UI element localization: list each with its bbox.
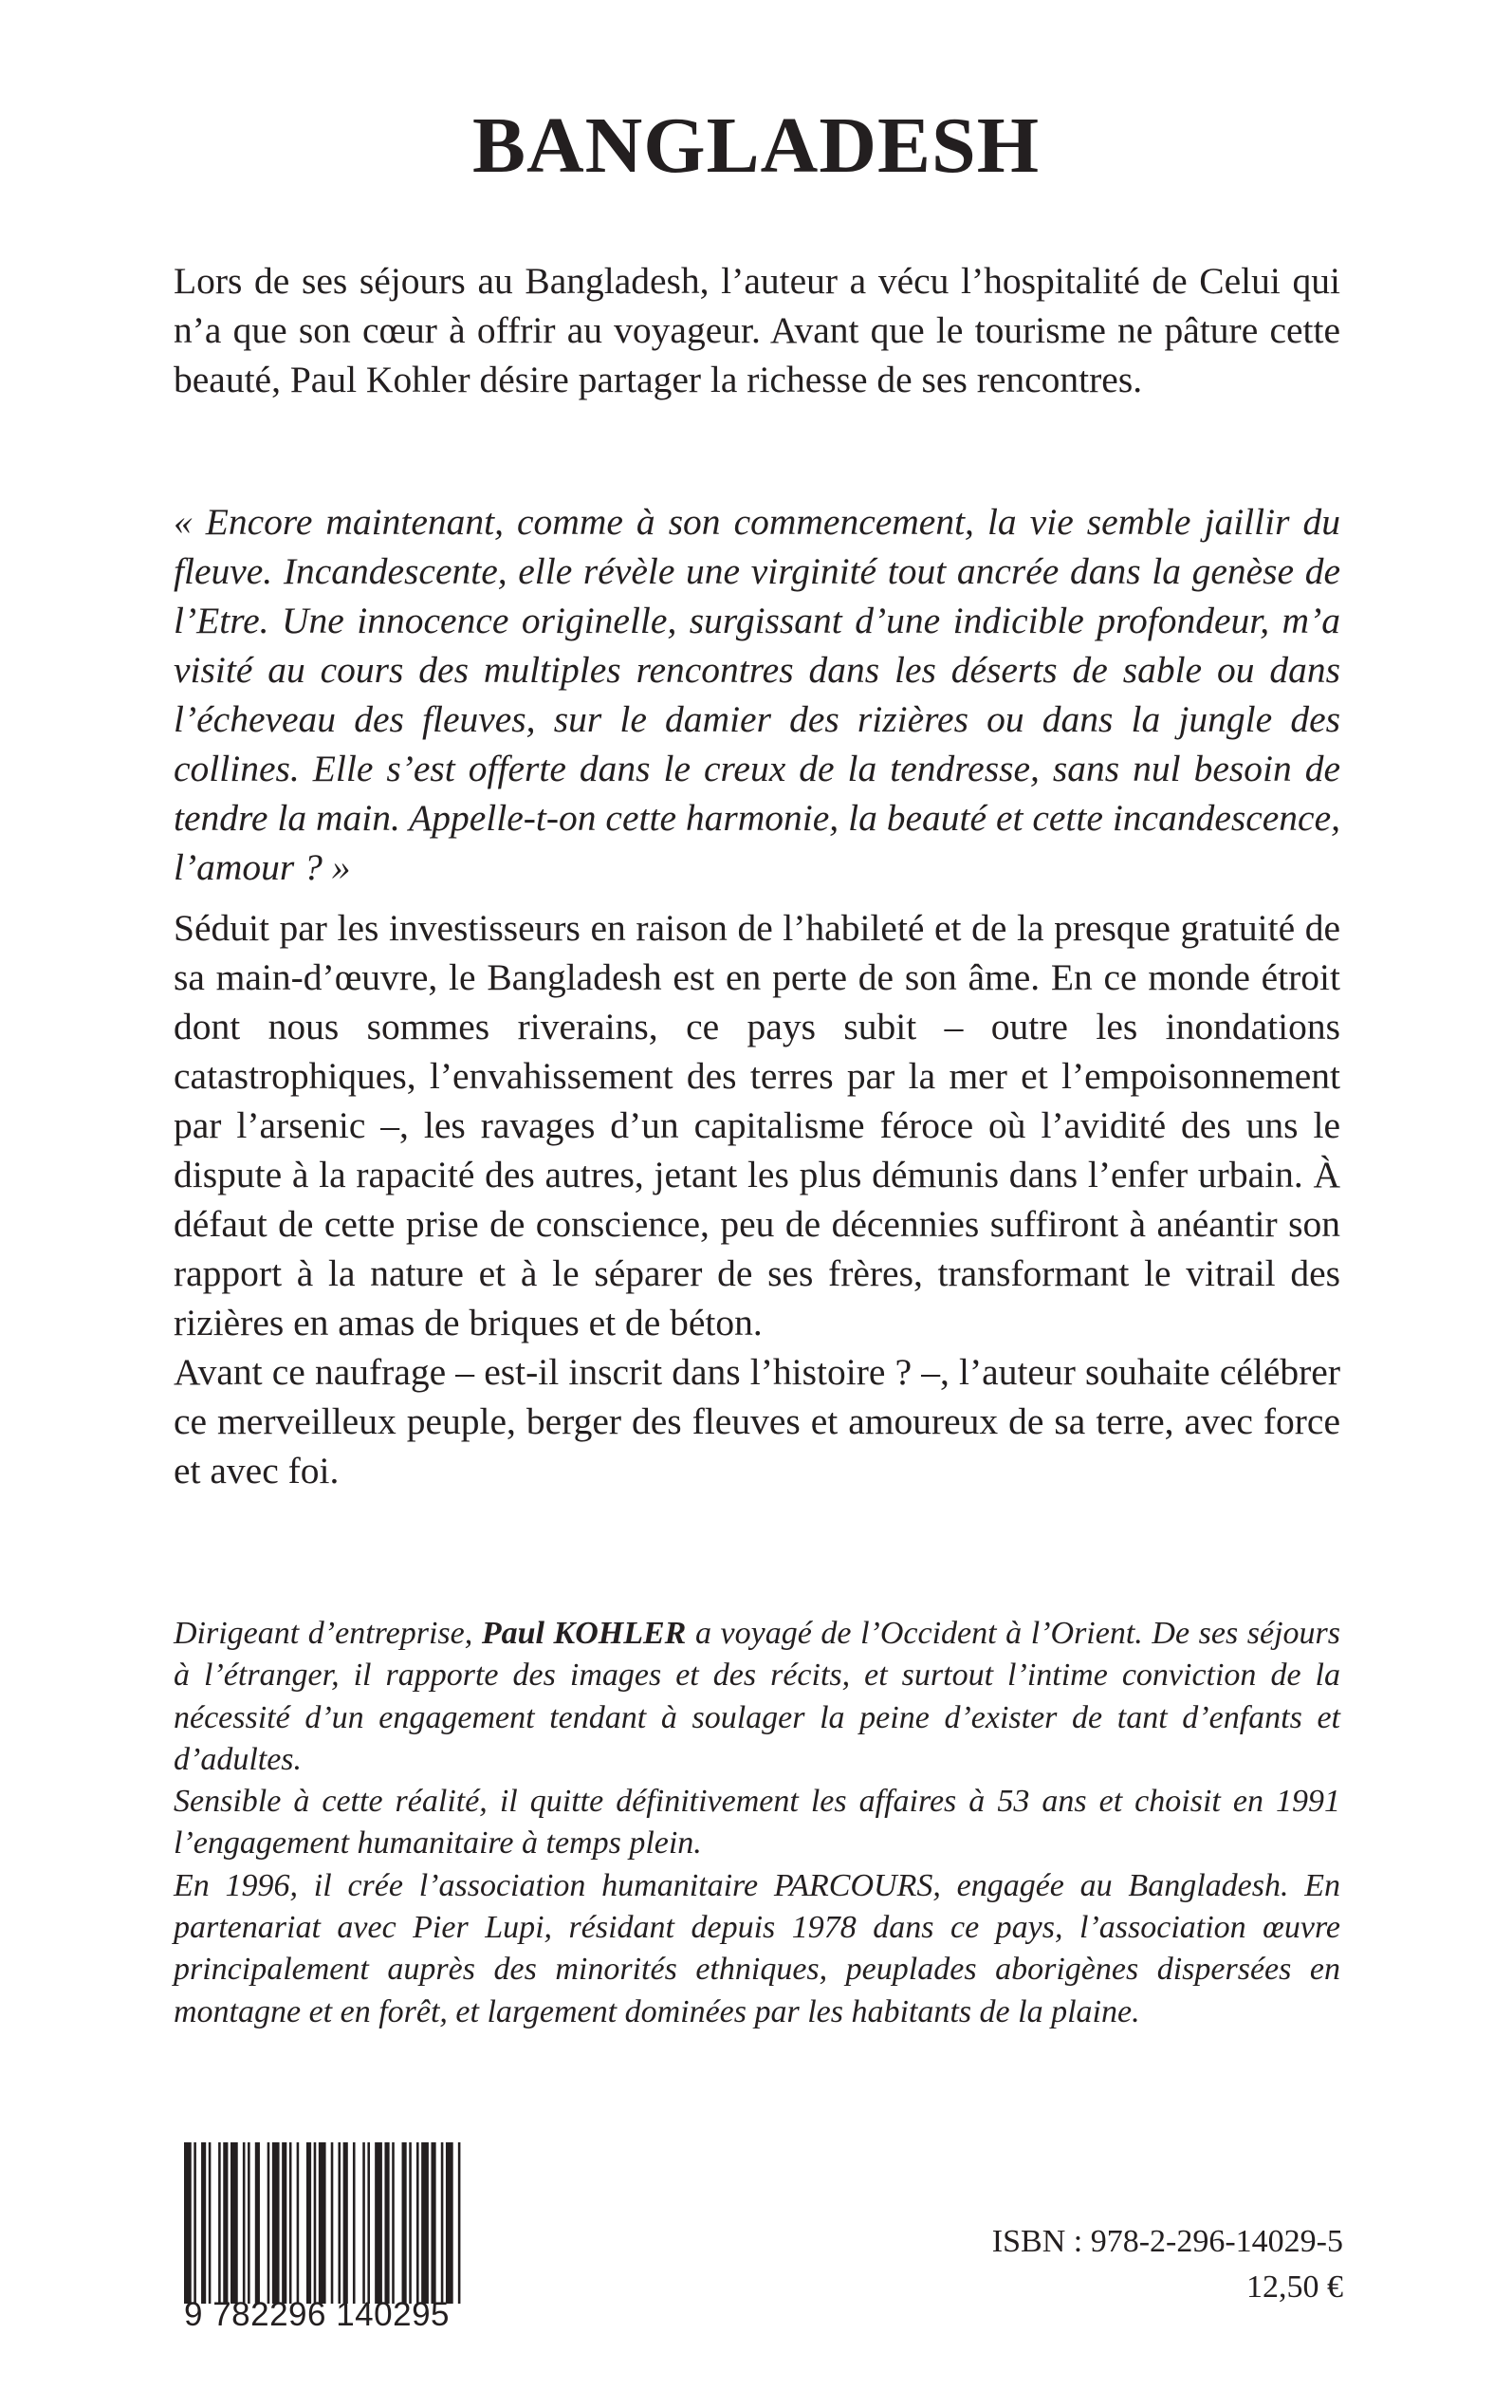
barcode-bar	[384, 2142, 389, 2304]
barcode-bar	[441, 2142, 444, 2304]
barcode-bar	[338, 2142, 341, 2304]
barcode-bar	[272, 2142, 280, 2304]
barcode-bar	[314, 2142, 317, 2304]
barcode-bar	[375, 2142, 382, 2304]
body-text	[174, 903, 1340, 1495]
bio-first-rest: a voyagé de l’Occident à l’Orient. De ses séjours à l’étranger, il rapporte des images et des récits, et surtout l’intime conviction de la nécessité d’un engagement tendant à soulager la peine d’exister de tant d’enfants et d’adultes.	[174, 1616, 1340, 1777]
barcode-bar	[446, 2142, 453, 2304]
barcode-bar	[201, 2142, 206, 2304]
barcode-bar	[421, 2142, 429, 2304]
barcode-bar	[255, 2142, 260, 2304]
barcode-bar	[431, 2142, 435, 2304]
barcode-bar	[392, 2142, 395, 2304]
bio-paragraph: En 1996, il crée l’association humanitaire PARCOURS, engagée au Bangladesh. En partenariat avec Pier Lupi, résidant depuis 1978 dans ce pays, l’association œuvre principalement auprès des minorités ethniques, peuplades aborigènes dispersées en montagne et en forêt, et largement dominées par les habitants de la plaine.	[174, 1867, 1340, 2029]
barcode-bar	[230, 2142, 238, 2304]
barcode-bar	[331, 2142, 334, 2304]
barcode-bar	[267, 2142, 270, 2304]
barcode-bar	[289, 2142, 292, 2304]
barcode-bar	[367, 2142, 370, 2304]
barcode-bar	[194, 2142, 196, 2304]
barcode-bar	[297, 2142, 300, 2304]
barcode-bar	[416, 2142, 419, 2304]
author-name: Paul KOHLER	[481, 1616, 687, 1651]
barcode-bar	[362, 2142, 365, 2304]
barcode-bar	[184, 2142, 192, 2304]
barcode-bar	[353, 2142, 356, 2304]
barcode-bar	[306, 2142, 311, 2304]
intro-paragraph: Lors de ses séjours au Bangladesh, l’auteur a vécu l’hospitalité de Celui qui n’a que son cœur à offrir au voyageur. Avant que le tourisme ne pâture cette beauté, Paul Kohler désire partager la richesse de ses rencontres.	[174, 260, 1340, 400]
bio-paragraph: Sensible à cette réalité, il quitte définitivement les affaires à 53 ans et choisit en 1991 l’engagement humanitaire à temps plein.	[174, 1784, 1340, 1862]
isbn-text: ISBN : 978-2-296-14029-5	[991, 2224, 1343, 2259]
barcode-bar	[282, 2142, 286, 2304]
bio-lead: Dirigeant d’entreprise,	[174, 1616, 482, 1651]
body-paragraph: Avant ce naufrage – est-il inscrit dans l’histoire ? –, l’auteur souhaite célébrer ce merveilleux peuple, berger des fleuves et amoureux de sa terre, avec force et avec foi.	[174, 1351, 1340, 1491]
author-bio	[174, 1613, 1340, 2033]
body-paragraph: Séduit par les investisseurs en raison de l’habileté et de la presque gratuité de sa main-d’œuvre, le Bangladesh est en perte de son âme. En ce monde étroit dont nous sommes riverains, ce pays subit – outre les inondations catastrophiques, l’envahissement des terres par la mer et l’empoisonnement par l’arsenic –, les ravages d’un capitalisme féroce où l’avidité des uns le dispute à la rapacité des autres, jetant les plus démunis dans l’enfer urbain. À défaut de cette prise de conscience, peu de décennies suffiront à anéantir son rapport à la nature et à le séparer de ses frères, transformant le vitrail des rizières en amas de briques et de béton.	[174, 907, 1340, 1343]
barcode-image	[184, 2142, 463, 2304]
barcode-bar	[218, 2142, 221, 2304]
barcode-bar	[209, 2142, 212, 2304]
barcode-bar	[458, 2142, 461, 2304]
barcode-bar	[319, 2142, 326, 2304]
barcode-bar	[223, 2142, 228, 2304]
barcode-bar	[243, 2142, 246, 2304]
book-title: BANGLADESH	[471, 102, 1041, 190]
quote-paragraph: « Encore maintenant, comme à son commencement, la vie semble jaillir du fleuve. Incandescente, elle révèle une virginité tout ancrée dans la genèse de l’Etre. Une innocence originelle, surgissant d’une indicible profondeur, m’a visité au cours des multiples rencontres dans les déserts de sable ou dans l’écheveau des fleuves, sur le damier des rizières ou dans la jungle des collines. Elle s’est offerte dans le creux de la tendresse, sans nul besoin de tendre la main. Appelle-t-on cette harmonie, la beauté et cette incandescence, l’amour ? »	[174, 501, 1340, 888]
bio-paragraph	[174, 1613, 1340, 1781]
barcode-bar	[409, 2142, 412, 2304]
barcode-digits: 9 782296 140295	[184, 2296, 450, 2333]
barcode-bar	[402, 2142, 407, 2304]
barcode-bar	[248, 2142, 250, 2304]
barcode-bar	[343, 2142, 348, 2304]
price-text: 12,50 €	[1246, 2269, 1343, 2305]
